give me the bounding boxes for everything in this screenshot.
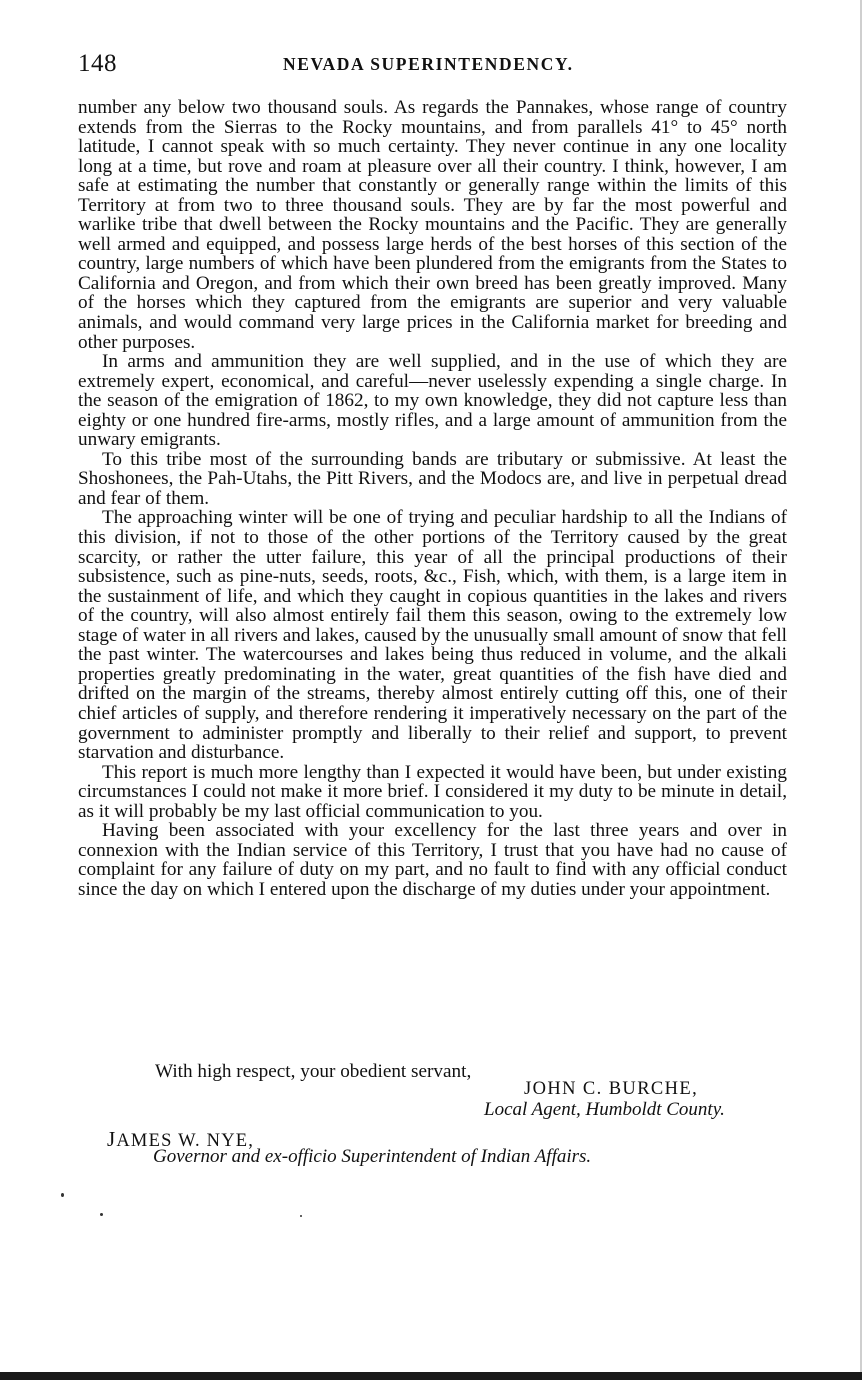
print-speck	[300, 1215, 302, 1217]
print-speck	[100, 1213, 103, 1216]
running-head: NEVADA SUPERINTENDENCY.	[283, 54, 574, 74]
paragraph-4: The approaching winter will be one of trying and peculiar hardship to all the Indians of this division, if not to those of the other portions of the Territory caused by the great scarcity, or rather the utter failure, this year of all the principal productions of their subsistence, such as pine-nuts, seeds, roots, &c., Fish, which, with them, is a large item in the sustainment of life, and which they caught in copious quantities in the lakes and rivers of the country, will also almost entirely fail them this season, owing to the extremely low stage of water in all rivers and lakes, caused by the unusually small amount of snow that fell the past winter. The watercourses and lakes being thus reduced in volume, and the alkali properties greatly predominating in the water, great quantities of the fish have died and drifted on the margin of the streams, thereby almost entirely cutting off this, one of their chief articles of supply, and therefore rendering it imperatively necessary on the part of the government to administer promptly and liberally to their relief and support, to prevent starvation and disturbance.	[78, 507, 787, 764]
paragraph-1: number any below two thousand souls. As regards the Pannakes, whose range of country extends from the Sierras to the Rocky mountains, and from parallels 41° to 45° north latitude, I cannot speak with so much certainty. They never continue in any one locality long at a time, but rove and roam at pleasure over all their country. I think, however, I am safe at estimating the number that constantly or generally range within the limits of this Territory at from two to three thousand souls. They are by far the most powerful and warlike tribe that dwell between the Rocky mountains and the Pacific. They are generally well armed and equipped, and possess large herds of the best horses of this section of the country, large numbers of which have been plundered from the emigrants from the States to California and Oregon, and from which their own breed has been greatly improved. Many of the horses which they captured from the emigrants are superior and very valuable animals, and would command very large prices in the California market for breeding and other purposes.	[78, 97, 787, 353]
paragraph-2: In arms and ammunition they are well supplied, and in the use of which they are extremely expert, economical, and careful—never uselessly expending a single charge. In the season of the emigration of 1862, to my own knowledge, they did not capture less than eighty or one hundred fire-arms, mostly rifles, and a large amount of ammunition from the unwary emigrants.	[78, 351, 787, 451]
addressee-name-rest: AMES W. NYE,	[116, 1131, 255, 1151]
page-bottom-edge	[0, 1372, 862, 1380]
paragraph-5: This report is much more lengthy than I expected it would have been, but under existing circumstances I could not make it more brief. I considered it my duty to be minute in detail, as it will probably be my last official communication to you.	[78, 761, 787, 822]
print-speck	[61, 1193, 64, 1197]
paragraph-3: To this tribe most of the surrounding bands are tributary or submissive. At least the Shoshonees, the Pah-Utahs, the Pitt Rivers, and the Modocs are, and live in perpetual dread and fear of them.	[78, 448, 787, 509]
addressee-title: Governor and ex-officio Superintendent of Indian Affairs.	[153, 1146, 592, 1167]
paragraph-6: Having been associated with your excellency for the last three years and over in connexion with the Indian service of this Territory, I trust that you have had no cause of complaint for any failure of duty on my part, and no fault to find with any official conduct since the day on which I entered upon the discharge of my duties under your appointment.	[78, 820, 787, 900]
body-text	[78, 98, 787, 899]
page-header	[78, 50, 784, 80]
page-number: 148	[78, 50, 117, 77]
valediction: With high respect, your obedient servant,	[155, 1061, 472, 1082]
addressee-name-initial: J	[107, 1127, 117, 1151]
signer-title: Local Agent, Humboldt County.	[484, 1099, 725, 1120]
signer-name: JOHN C. BURCHE,	[524, 1079, 699, 1099]
